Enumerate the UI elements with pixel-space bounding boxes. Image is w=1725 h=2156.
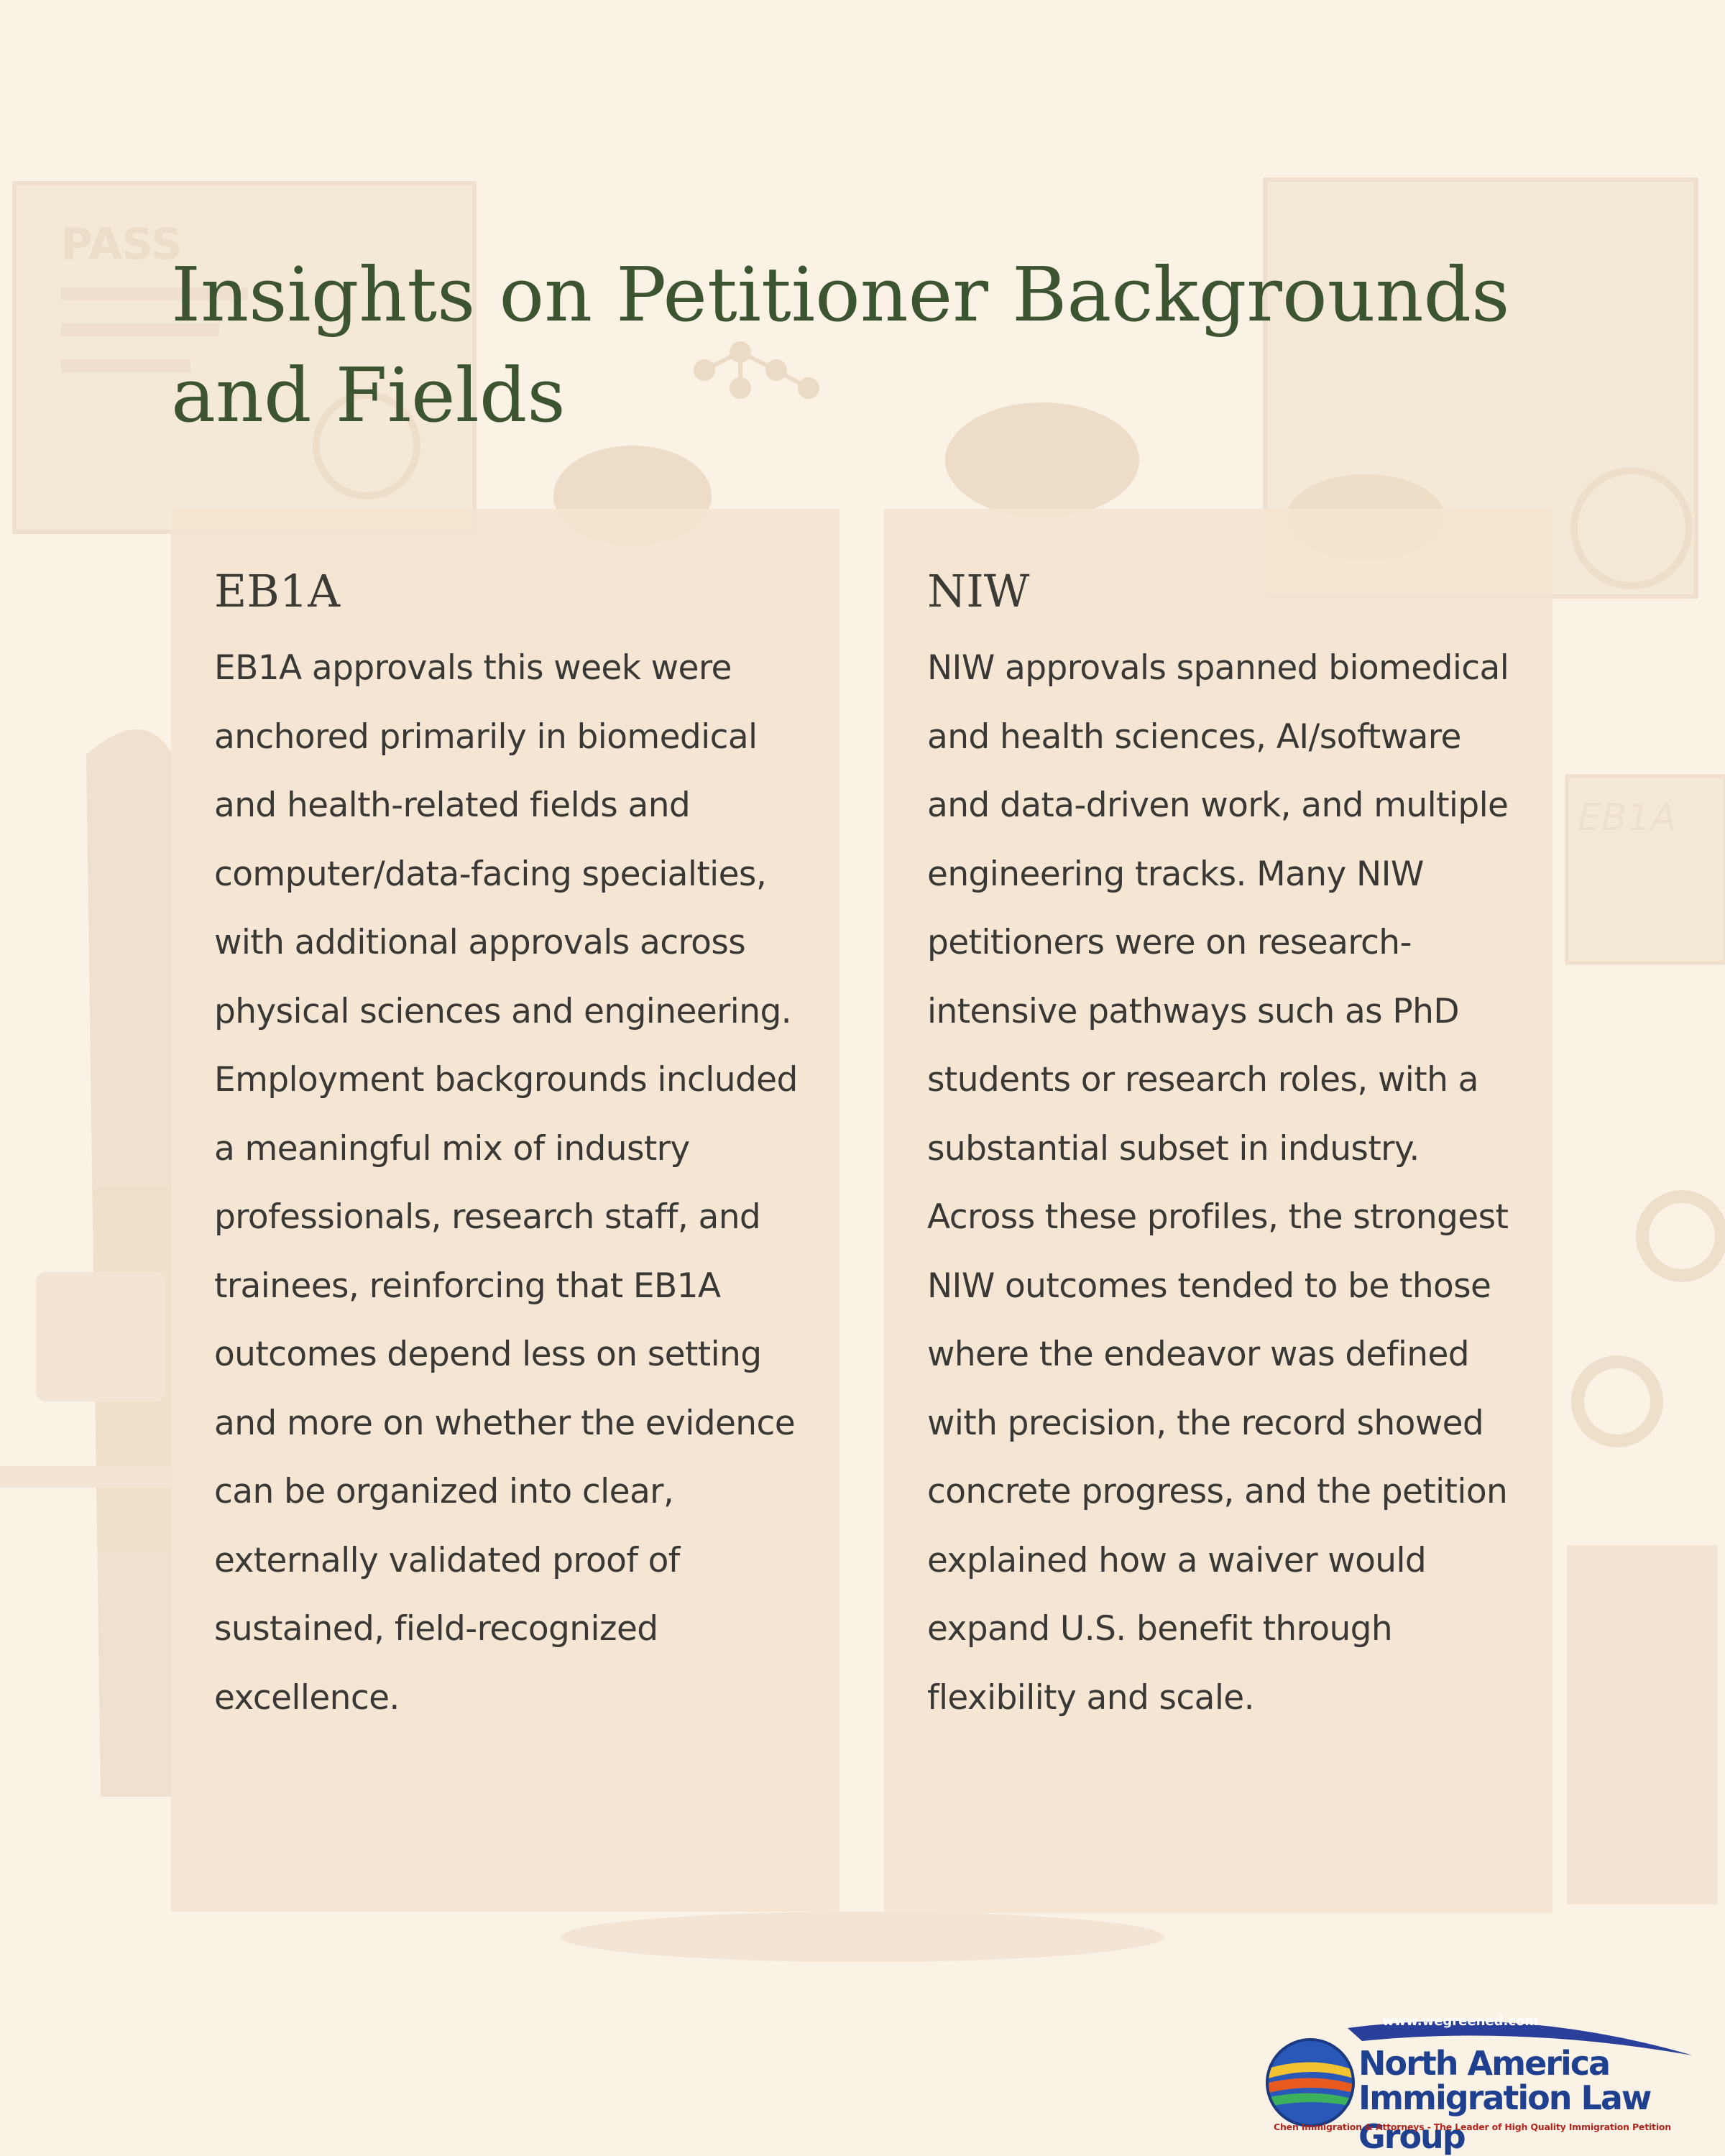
eb1a-body: EB1A approvals this week were anchored primarily in biomedical and health-related fields and computer/data-facing specialties, with additional approvals across physical sciences and engineering. Employment backgrounds included a meaningful mix of industry professionals, research staff, and trainees, reinforcing that EB1A outcomes depend less on setting and more on whether the evidence can be organized into clear, externally validated proof of sustained, field-recognized excellence. xyxy=(214,648,798,1718)
building-icon xyxy=(1567,1545,1718,1904)
pass-label: PASS xyxy=(61,219,183,270)
page-title: Insights on Petitioner Backgrounds and Fields xyxy=(171,251,1510,439)
logo-url: www.wegreened.com xyxy=(1382,2014,1539,2029)
laptop-icon xyxy=(36,1272,165,1401)
person-figure-left xyxy=(86,729,172,1797)
niw-heading: NIW xyxy=(927,565,1030,617)
logo-tagline: Chen Immigration & Attorneys - The Leader of High Quality Immigration Petition xyxy=(1274,2122,1671,2132)
eb1a-board-label: EB1A xyxy=(1578,796,1677,839)
robot-arm-joint xyxy=(1642,1197,1721,1276)
eb1a-heading: EB1A xyxy=(214,565,341,617)
niw-body: NIW approvals spanned biomedical and health sciences, AI/software and data-driven work, and multiple engineering tracks. Many NIW petitioners were on research-intensive pathways such as PhD students or research roles, with a substantial subset in industry. Across these profiles, the strongest NIW outcomes tended to be those where the endeavor was defined with precision, the record showed concrete progress, and the petition explained how a waiver would expand U.S. benefit through flexibility and scale. xyxy=(927,648,1509,1718)
eb1a-card xyxy=(171,509,840,1912)
law-group-logo xyxy=(1261,2012,1711,2156)
logo-name-line1: North America xyxy=(1358,2044,1610,2083)
niw-card xyxy=(884,509,1552,1913)
logo-name-line2: Immigration Law Group xyxy=(1358,2078,1651,2156)
